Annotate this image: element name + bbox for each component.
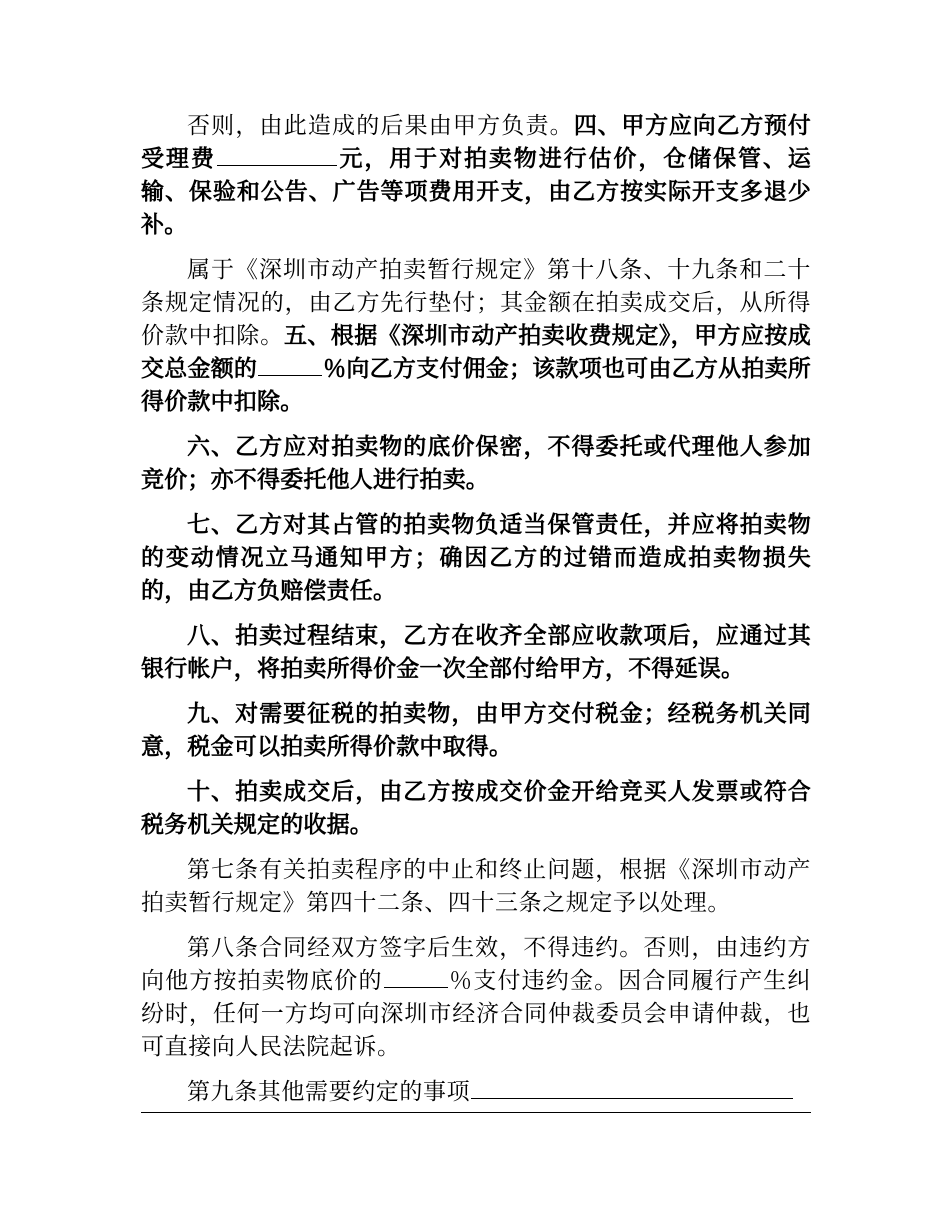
clause-four-lead: 四、甲方应向乙方预付受理费: [141, 113, 811, 172]
other-matters-line[interactable]: [141, 1111, 811, 1113]
clause-five-rest: ％向乙方支付佣金；该款项也可由乙方从拍卖所得价款中扣除。: [141, 356, 811, 415]
paragraph-clause-seven: 七、乙方对其占管的拍卖物负适当保管责任，并应将拍卖物的变动情况立马通知甲方；确因乙方的过错而造成拍卖物损失的，由乙方负赔偿责任。: [141, 512, 811, 604]
text-advance-payment: 属于《深圳市动产拍卖暂行规定》第十八条、十九条和二十条规定情况的，由乙方先行垫付；其金额在拍卖成交后，从所得价款中扣除。: [141, 257, 811, 349]
fee-blank[interactable]: [217, 143, 337, 166]
paragraph-clause-eight: 八、拍卖过程结束，乙方在收齐全部应收款项后，应通过其银行帐户，将拍卖所得价金一次全部付给甲方，不得延误。: [141, 623, 811, 682]
paragraph-article-4: [141, 110, 811, 242]
paragraph-article-seven: 第七条有关拍卖程序的中止和终止问题，根据《深圳市动产拍卖暂行规定》第四十二条、四十三条之规定予以处理。: [141, 857, 811, 916]
text-article-eight-rest: ％支付违约金。因合同履行产生纠纷时，任何一方均可向深圳市经济合同仲裁委员会申请仲裁，也可直接向人民法院起诉。: [141, 968, 812, 1060]
other-matters-blank[interactable]: [471, 1076, 793, 1099]
text-article-nine: 第九条其他需要约定的事项: [187, 1079, 471, 1105]
document-page: [141, 110, 811, 1113]
penalty-blank[interactable]: [384, 965, 448, 988]
clause-four-rest: 元，用于对拍卖物进行估价，仓储保管、运输、保验和公告、广告等项费用开支，由乙方按实际开支多退少补。: [141, 146, 811, 238]
paragraph-article-5: [141, 254, 811, 419]
commission-blank[interactable]: [258, 353, 322, 376]
text-article-eight-lead: 第八条合同经双方签字后生效，不得违约。否则，由违约方向他方按拍卖物底价的: [141, 935, 811, 994]
paragraph-clause-six: 六、乙方应对拍卖物的底价保密，不得委托或代理他人参加竞价；亦不得委托他人进行拍卖。: [141, 434, 811, 493]
text-consequence: 否则，由此造成的后果由甲方负责。: [187, 113, 574, 139]
paragraph-clause-ten: 十、拍卖成交后，由乙方按成交价金开给竞买人发票或符合税务机关规定的收据。: [141, 779, 811, 838]
paragraph-clause-nine: 九、对需要征税的拍卖物，由甲方交付税金；经税务机关同意，税金可以拍卖所得价款中取得。: [141, 701, 811, 760]
paragraph-article-nine: [141, 1076, 811, 1109]
clause-five-lead: 五、根据《深圳市动产拍卖收费规定》，甲方应按成交总金额的: [141, 323, 811, 382]
paragraph-article-eight: [141, 932, 811, 1064]
